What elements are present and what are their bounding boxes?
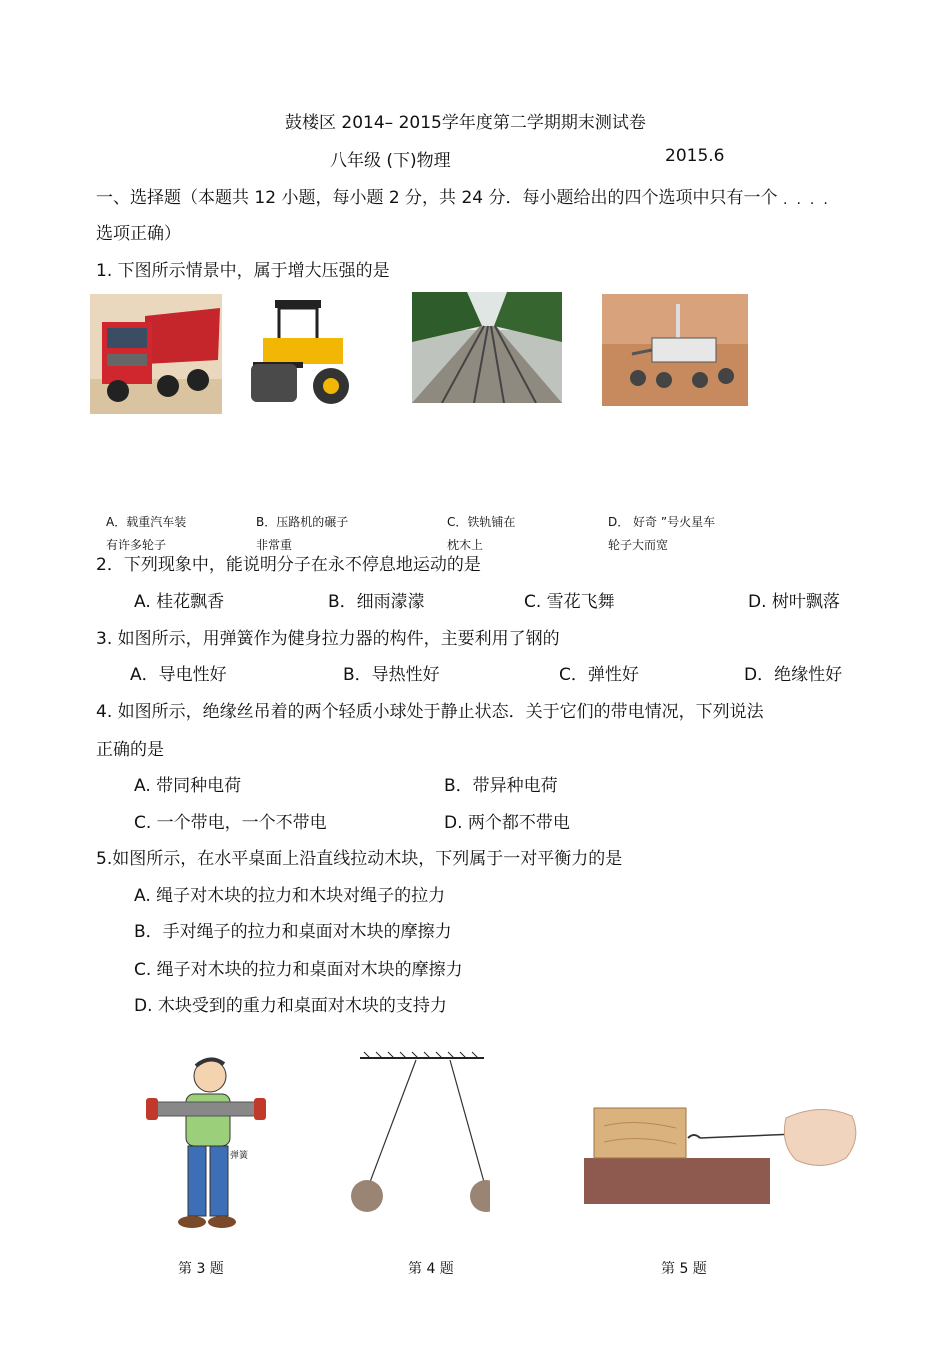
- question-3-option-d: D．绝缘性好: [744, 665, 843, 685]
- section-heading: 一、选择题（本题共 12 小题，每小题 2 分，共 24 分．每小题给出的四个选项中只有一个: [96, 188, 778, 208]
- emphasis-dots: ····: [783, 196, 837, 212]
- question-3-option-c: C．弹性好: [559, 665, 639, 685]
- question-4-stem-cont: 正确的是: [96, 740, 164, 760]
- question-2-option-d: D. 树叶飘落: [748, 592, 840, 612]
- question-1-option-b-line2: 非常重: [256, 538, 293, 552]
- spring-exerciser-figure: [130, 1040, 270, 1240]
- question-2-option-c: C. 雪花飞舞: [524, 592, 615, 612]
- question-3-option-a: A．导电性好: [130, 665, 227, 685]
- question-1-option-c-line1: C．铁轨铺在: [447, 515, 516, 529]
- question-4-option-d: D. 两个都不带电: [444, 813, 570, 833]
- question-4-stem: 4. 如图所示，绝缘丝吊着的两个轻质小球处于静止状态．关于它们的带电情况，下列说法: [96, 702, 764, 722]
- figure-4-caption: 第 4 题: [408, 1261, 454, 1277]
- question-5-stem: 5.如图所示，在水平桌面上沿直线拉动木块，下列属于一对平衡力的是: [96, 849, 623, 869]
- spring-label: 弹簧: [230, 1151, 249, 1161]
- grade-subject: 八年级 (下)物理: [330, 151, 451, 171]
- question-4-option-a: A. 带同种电荷: [134, 776, 242, 796]
- exam-date: 2015.6: [665, 146, 725, 166]
- question-2-option-a: A. 桂花飘香: [134, 592, 225, 612]
- question-5-option-d: D. 木块受到的重力和桌面对木块的支持力: [134, 996, 447, 1016]
- question-5-option-b: B．手对绳子的拉力和桌面对木块的摩擦力: [134, 922, 452, 942]
- question-2-option-b: B．细雨濛濛: [328, 592, 425, 612]
- question-1-option-a-line2: 有许多轮子: [106, 538, 167, 552]
- question-5-option-a: A. 绳子对木块的拉力和木块对绳子的拉力: [134, 886, 446, 906]
- question-5-option-c: C. 绳子对木块的拉力和桌面对木块的摩擦力: [134, 960, 463, 980]
- question-3-stem: 3. 如图所示，用弹簧作为健身拉力器的构件，主要利用了钢的: [96, 629, 560, 649]
- hanging-balls-figure: [350, 1050, 490, 1220]
- question-1-stem: 1. 下图所示情景中，属于增大压强的是: [96, 261, 390, 281]
- road-roller-image: [245, 294, 365, 414]
- dump-truck-image: [90, 294, 222, 414]
- question-1-option-c-line2: 枕木上: [447, 538, 484, 552]
- question-1-option-d-line1: D． 好奇 ”号火星车: [608, 515, 716, 529]
- question-2-stem: 2．下列现象中，能说明分子在永不停息地运动的是: [96, 555, 481, 575]
- question-4-option-c: C. 一个带电，一个不带电: [134, 813, 327, 833]
- block-pulling-figure: [584, 1098, 864, 1204]
- question-1-option-d-line2: 轮子大而宽: [608, 538, 669, 552]
- question-3-option-b: B．导热性好: [343, 665, 440, 685]
- section-heading-cont: 选项正确）: [96, 224, 181, 244]
- figure-3-caption: 第 3 题: [178, 1261, 224, 1277]
- railway-track-image: [412, 292, 562, 403]
- mars-rover-image: [602, 294, 748, 406]
- exam-title: 鼓楼区 2014– 2015学年度第二学期期末测试卷: [285, 113, 646, 133]
- figure-5-caption: 第 5 题: [661, 1261, 707, 1277]
- question-1-option-a-line1: A．载重汽车装: [106, 515, 187, 529]
- question-4-option-b: B．带异种电荷: [444, 776, 558, 796]
- question-1-option-b-line1: B．压路机的碾子: [256, 515, 349, 529]
